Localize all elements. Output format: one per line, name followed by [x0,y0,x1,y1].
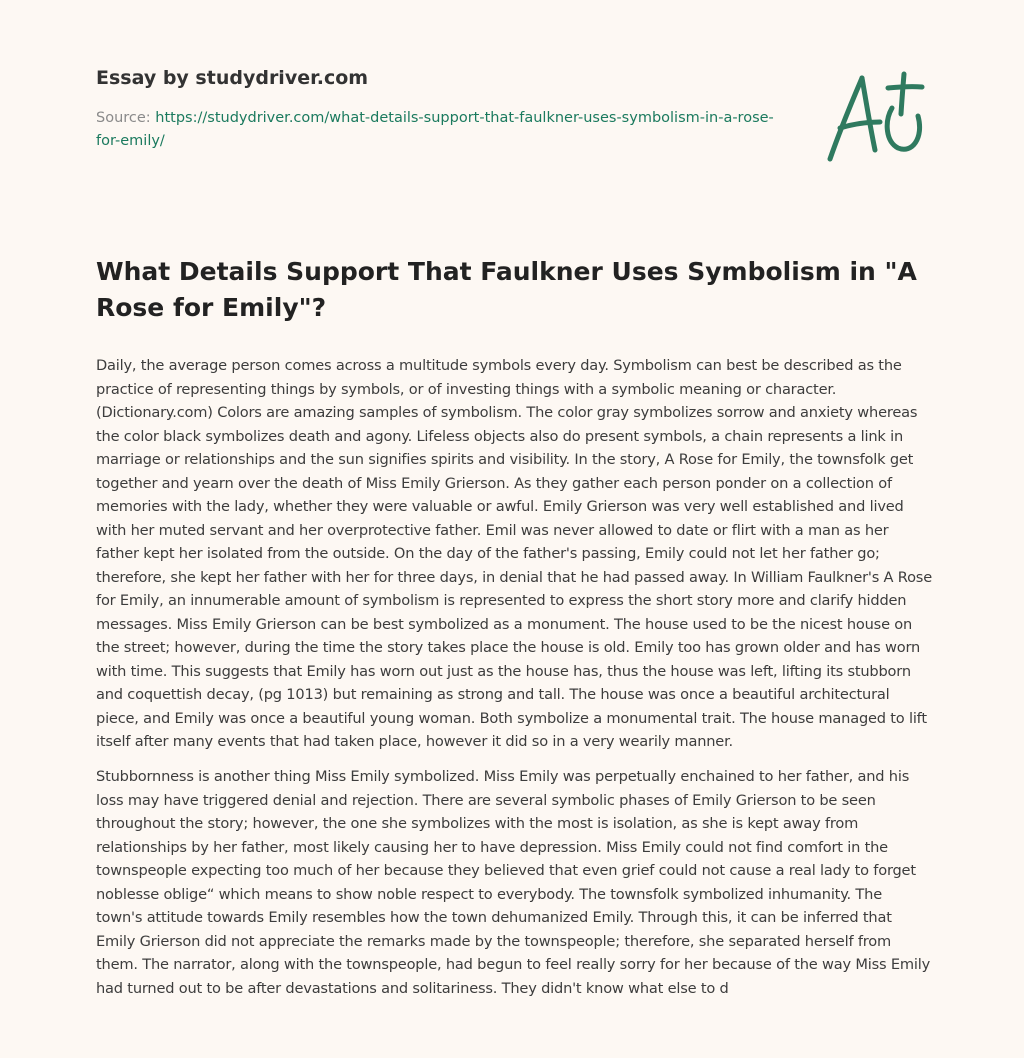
essay-body [96,354,932,1012]
source-label: Source: [96,110,151,126]
a-plus-logo-svg [818,66,930,166]
source-line [96,107,776,153]
a-plus-grade-icon [818,66,930,166]
page-header [96,60,796,153]
source-link[interactable]: https://studydriver.com/what-details-support-that-faulkner-uses-symbolism-in-a-rose-for-emily/ [96,110,774,149]
essay-paragraph: Daily, the average person comes across a multitude symbols every day. Symbolism can best be described as the practice of representing things by symbols, or of investing things with a symbolic meaning or character. (Dictionary.com) Colors are amazing samples of symbolism. The color gray symbolizes sorrow and anxiety whereas the color black symbolizes death and agony. Lifeless objects also do present symbols, a chain represents a link in marriage or relationships and the sun signifies spirits and visibility. In the story, A Rose for Emily, the townsfolk get together and yearn over the death of Miss Emily Grierson. As they gather each person ponder on a collection of memories with the lady, whether they were valuable or awful. Emily Grierson was very well established and lived with her muted servant and her overprotective father. Emil was never allowed to date or flirt with a man as her father kept her isolated from the outside. On the day of the father's passing, Emily could not let her father go; therefore, she kept her father with her for three days, in denial that he had passed away. In William Faulkner's A Rose for Emily, an innumerable amount of symbolism is represented to express the short story more and clarify hidden messages. Miss Emily Grierson can be best symbolized as a monument. The house used to be the nicest house on the street; however, during the time the story takes place the house is old. Emily too has grown older and has worn with time. This suggests that Emily has worn out just as the house has, thus the house was left, lifting its stubborn and coquettish decay, (pg 1013) but remaining as strong and tall. The house was once a beautiful architectural piece, and Emily was once a beautiful young woman. Both symbolize a monumental trait. The house managed to lift itself after many events that had taken place, however it did so in a very wearily manner. [96,357,932,750]
site-title: Essay by studydriver.com [96,67,369,89]
essay-title: What Details Support That Faulkner Uses Symbolism in "A Rose for Emily"? [96,257,917,322]
essay-paragraph: Stubbornness is another thing Miss Emily symbolized. Miss Emily was perpetually enchained to her father, and his loss may have triggered denial and rejection. There are several symbolic phases of Emily Grierson to be seen throughout the story; however, the one she symbolizes with the most is isolation, as she is kept away from relationships by her father, most likely causing her to have depression. Miss Emily could not find comfort in the townspeople expecting too much of her because they believed that even grief could not cause a real lady to forget noblesse oblige“ which means to show noble respect to everybody. The townsfolk symbolized inhumanity. The town's attitude towards Emily resembles how the town dehumanized Emily. Through this, it can be inferred that Emily Grierson did not appreciate the remarks made by the townspeople; therefore, she separated herself from them. The narrator, along with the townspeople, had begun to feel really sorry for her because of the way Miss Emily had turned out to be after devastations and solitariness. They didn't know what else to d [96,768,931,997]
